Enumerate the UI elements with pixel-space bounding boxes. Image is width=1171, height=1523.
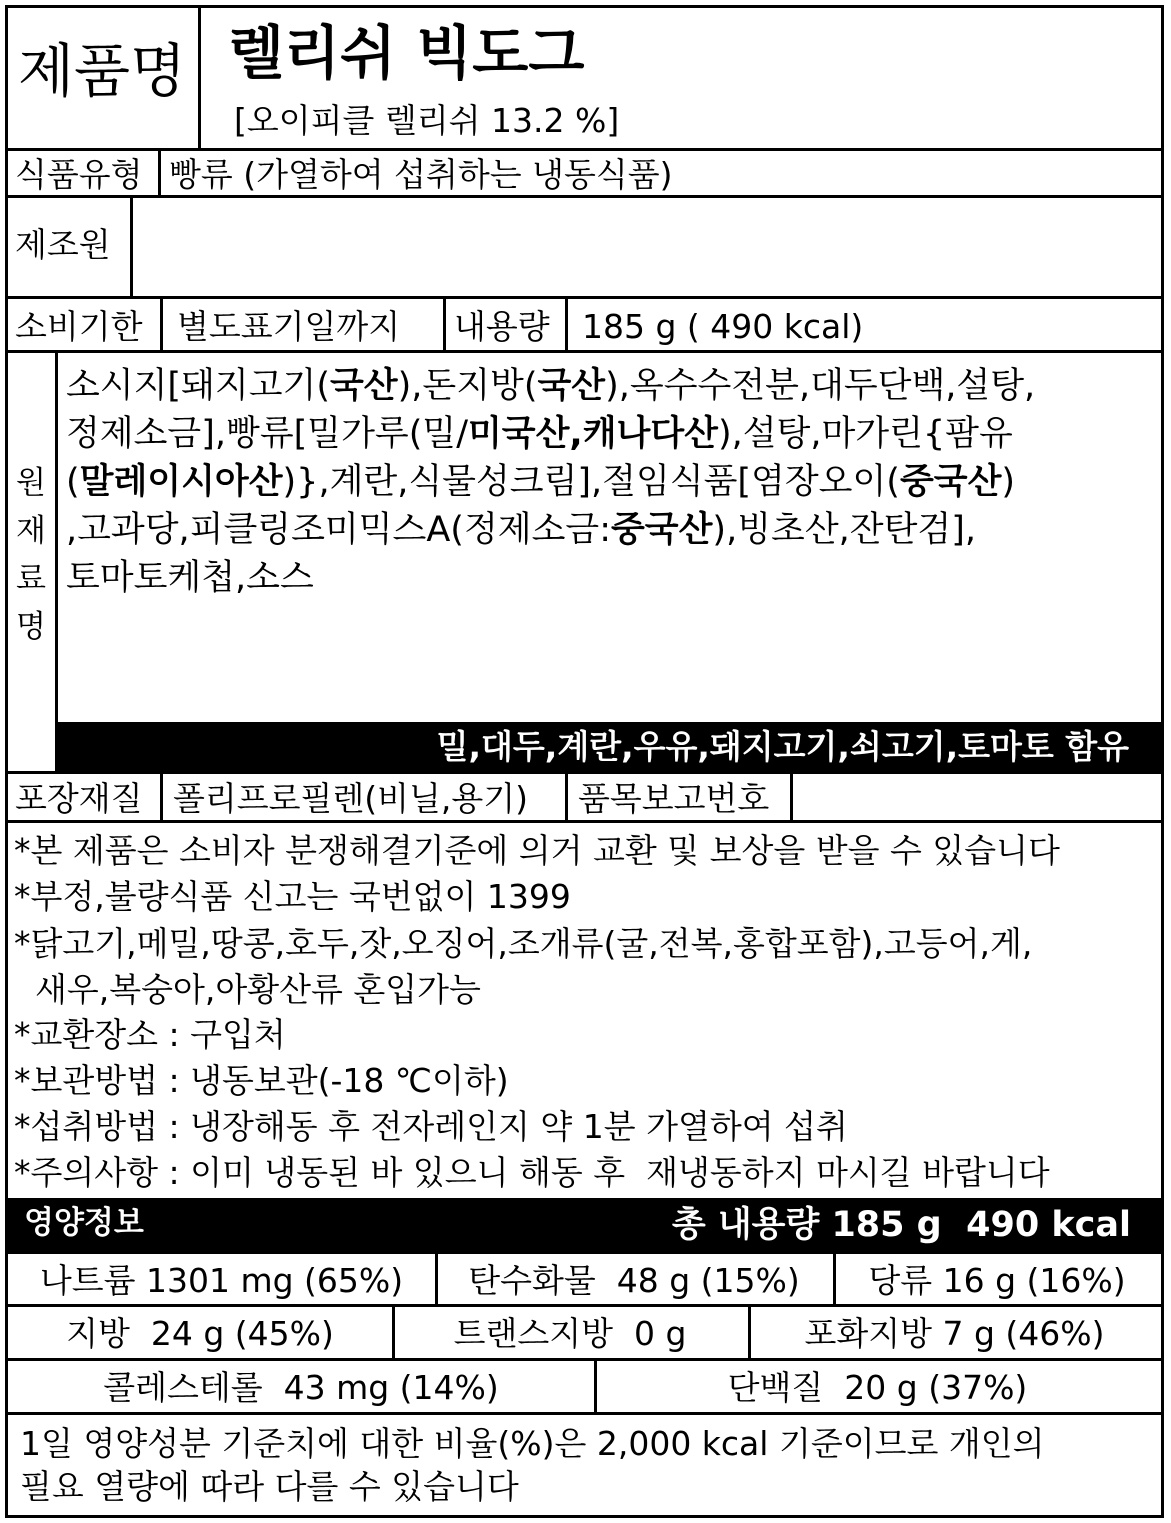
notice-line: *주의사항 : 이미 냉동된 바 있으니 해동 후 재냉동하지 마시길 바랍니다 (14, 1153, 1050, 1192)
nutrition-total: 총 내용량 185 g 490 kcal (671, 1205, 1131, 1245)
contents-value: 185 g ( 490 kcal) (582, 307, 864, 346)
packaging-value: 폴리프로필렌(비닐,용기) (173, 779, 529, 818)
nutrition-title: 영양정보 (24, 1205, 144, 1241)
nutrient-cholesterol: 콜레스테롤 43 mg (14%) (8, 1358, 597, 1415)
notice-line: *교환장소 : 구입처 (14, 1015, 286, 1054)
expiry-value: 별도표기일까지 (177, 307, 401, 346)
nutrition-footnote-2: 필요 열량에 따라 다를 수 있습니다 (20, 1467, 519, 1506)
contents-label: 내용량 (454, 307, 550, 346)
ingredients-label-2: 재 (16, 513, 46, 549)
notice-line: 새우,복숭아,아황산류 혼입가능 (14, 970, 481, 1009)
report-label: 품목보고번호 (578, 779, 770, 818)
allergen-text: 밀,대두,계란,우유,돼지고기,쇠고기,토마토 함유 (436, 727, 1129, 766)
food-type-value: 빵류 (가열하여 섭취하는 냉동식품) (169, 155, 673, 194)
ingredients-line: 소시지[돼지고기(국산),돈지방(국산),옥수수전분,대두단백,설탕, (66, 366, 1036, 406)
ingredients-line: (말레이시아산)},계란,식물성크림],절임식품[염장오이(중국산) (66, 462, 1016, 502)
manufacturer-label: 제조원 (15, 225, 111, 264)
notice-line: *본 제품은 소비자 분쟁해결기준에 의거 교환 및 보상을 받을 수 있습니다 (14, 831, 1060, 870)
manufacturer-value-cell (130, 195, 1161, 299)
product-name: 렐리쉬 빅도그 (228, 19, 585, 87)
expiry-label: 소비기한 (15, 307, 143, 346)
nutrient-protein: 단백질 20 g (37%) (594, 1358, 1161, 1415)
ingredients-line: 정제소금],빵류[밀가루(밀/미국산,캐나다산),설탕,마가린{팜유 (66, 414, 1013, 454)
notice-line: *보관방법 : 냉동보관(-18 ℃이하) (14, 1061, 509, 1100)
report-value-cell (790, 771, 1161, 823)
nutrient-trans-fat: 트랜스지방 0 g (392, 1304, 751, 1361)
notice-line: *부정,불량식품 신고는 국번없이 1399 (14, 877, 571, 916)
notice-line: *섭취방법 : 냉장해동 후 전자레인지 약 1분 가열하여 섭취 (14, 1107, 848, 1146)
nutrient-sodium: 나트륨 1301 mg (65%) (8, 1252, 438, 1307)
product-subtitle: [오이피클 렐리쉬 13.2 %] (234, 101, 620, 140)
ingredients-label-4: 명 (16, 609, 46, 645)
nutrition-footnote-1: 1일 영양성분 기준치에 대한 비율(%)은 2,000 kcal 기준이므로 개인의 (20, 1424, 1045, 1463)
ingredients-label-1: 원 (16, 465, 46, 501)
nutrient-sugars: 당류 16 g (16%) (833, 1252, 1161, 1307)
nutrient-saturated-fat: 포화지방 7 g (46%) (748, 1304, 1161, 1361)
food-type-label: 식품유형 (15, 155, 143, 194)
ingredients-label-3: 료 (16, 561, 46, 597)
ingredients-line: 토마토케첩,소스 (66, 558, 314, 598)
product-label: 제품명 (18, 37, 187, 105)
nutrient-fat: 지방 24 g (45%) (8, 1304, 395, 1361)
nutrient-carbohydrate: 탄수화물 48 g (15%) (435, 1252, 836, 1307)
ingredients-line: ,고과당,피클링조미믹스A(정제소금:중국산),빙초산,잔탄검], (66, 510, 976, 550)
packaging-label: 포장재질 (15, 779, 143, 818)
notice-line: *닭고기,메밀,땅콩,호두,잣,오징어,조개류(굴,전복,홍합포함),고등어,게, (14, 924, 1033, 963)
ingredients-text (66, 362, 1151, 602)
